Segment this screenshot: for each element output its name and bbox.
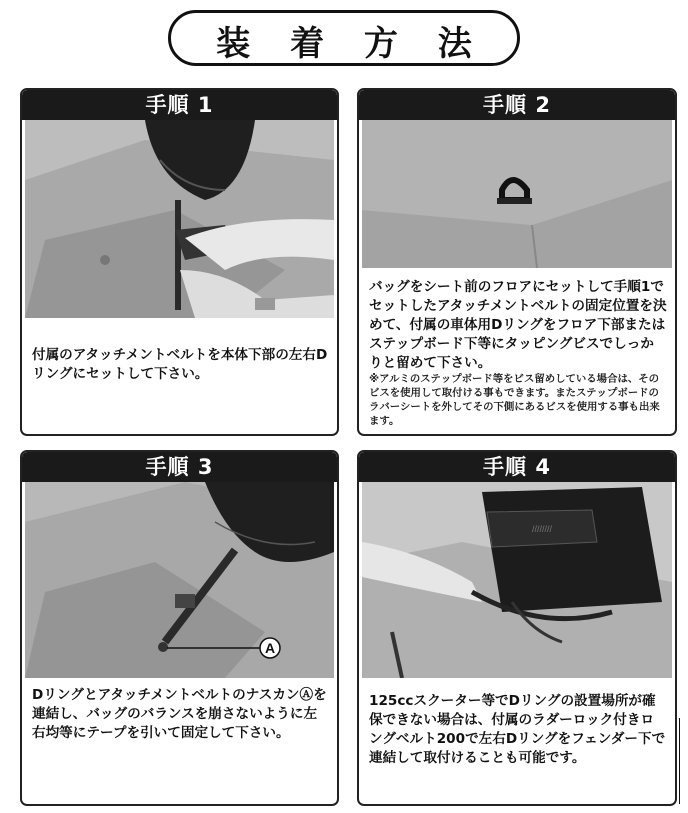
step-1-card <box>20 88 339 436</box>
edge-mark <box>679 718 680 804</box>
step-2-header: 手順 2 <box>359 90 675 120</box>
step-2-note: ※アルミのステップボード等をビス留めしている場合は、そのビスを使用して取付ける事もできます。またステップボードのラバーシートを外してその下側にあるビスを使用する事も出来ます。 <box>369 373 660 427</box>
step-3-header: 手順 3 <box>22 452 337 482</box>
step-3-description: DリングとアタッチメントベルトのナスカンⒶを連結し、バッグのバランスを崩さないように左右均等にテープを引いて固定して下さい。 <box>32 687 327 741</box>
page-title: 装 着 方 法 <box>216 24 486 64</box>
step-1-description: 付属のアタッチメントベルトを本体下部の左右Dリングにセットして下さい。 <box>32 347 328 382</box>
svg-text:////////: //////// <box>531 524 553 534</box>
step-2-description: バッグをシート前のフロアにセットして手順1でセットしたアタッチメントベルトの固定位置を決めて、付属の車体用Dリングをフロア下部またはステップボード下等にタッピングビスでしっかりと留めて下さい。 <box>369 279 667 371</box>
step-4-card <box>357 450 677 806</box>
step-2-card <box>357 88 677 436</box>
step-4-photo <box>362 482 672 678</box>
step-1-header: 手順 1 <box>22 90 337 120</box>
step-1-photo <box>25 120 334 318</box>
step-4-description: 125ccスクーター等でDリングの設置場所が確保できない場合は、付属のラダーロック付きロングベルト200で左右Dリングをフェンダー下で連結して取付けることも可能です。 <box>369 693 666 766</box>
step-3-card <box>20 450 339 806</box>
page-title-frame <box>168 10 520 66</box>
step-4-header: 手順 4 <box>359 452 675 482</box>
callout-a-label: A <box>264 640 276 656</box>
step-3-photo <box>25 482 334 678</box>
step-2-photo <box>362 120 672 268</box>
